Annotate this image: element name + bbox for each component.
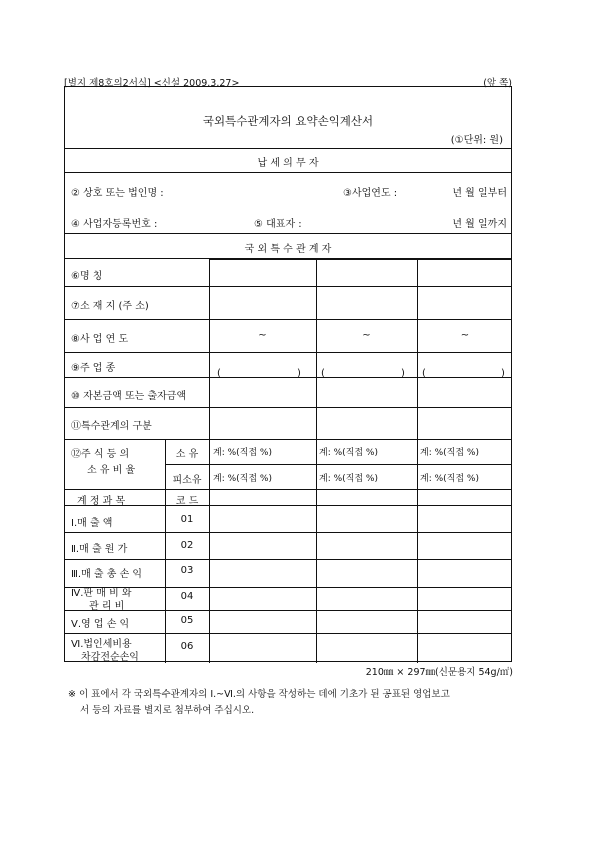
page-side-label: (앞 쪽) xyxy=(483,78,512,89)
paper-size-note: 210㎜ × 297㎜(신문용지 54g/㎡) xyxy=(365,667,513,678)
code-04: 04 xyxy=(180,591,194,602)
fiscal-year-start: 년 월 일부터 xyxy=(452,188,507,199)
industry-paren-open-1: ( xyxy=(217,368,221,379)
code-03: 03 xyxy=(180,565,194,576)
code-02: 02 xyxy=(180,540,194,551)
note-line-2: 서 등의 자료를 별지로 첨부하여 주십시오. xyxy=(80,705,255,716)
share-owned-1 xyxy=(213,471,272,484)
fiscal-year-label: ③사업연도 : xyxy=(343,188,398,199)
taxpayer-heading: 납 세 의 무 자 xyxy=(257,158,319,169)
account-heading: 계 정 과 목 xyxy=(77,496,126,507)
account-sga-line1: Ⅳ.판 매 비 와 xyxy=(71,588,132,599)
share-own-1-suffix: %(직접 %) xyxy=(227,448,272,458)
row-capital-label: ⑩ 자본금액 또는 출자금액 xyxy=(71,391,187,402)
share-own-1 xyxy=(213,445,272,458)
share-owned-1-suffix: %(직접 %) xyxy=(227,474,272,484)
share-own-3 xyxy=(420,445,479,458)
owned-label: 피소유 xyxy=(172,475,202,486)
row-name-label: ⑥명 칭 xyxy=(71,271,103,282)
share-own-2-suffix: %(직접 %) xyxy=(333,448,378,458)
row-industry-label: ⑨주 업 종 xyxy=(71,363,116,374)
note-line-1: ※ 이 표에서 각 국외특수관계자의 Ⅰ.~Ⅵ.의 사항을 작성하는 데에 기초가 된 공표된 영업보고 xyxy=(68,689,450,700)
share-owned-2-suffix: %(직접 %) xyxy=(333,474,378,484)
company-name-label: ② 상호 또는 법인명 : xyxy=(71,188,164,199)
statement-form xyxy=(64,86,512,662)
account-gross-profit: Ⅲ.매 출 총 손 익 xyxy=(71,569,143,580)
share-own-2 xyxy=(319,445,378,458)
account-sales: Ⅰ.매 출 액 xyxy=(71,518,113,529)
industry-paren-close-3: ) xyxy=(501,368,505,379)
share-owned-1-prefix: 계: xyxy=(213,474,225,484)
unit-label: (①단위: 원) xyxy=(450,135,503,146)
share-own-3-prefix: 계: xyxy=(420,448,432,458)
account-cost-of-sales: Ⅱ.매 출 원 가 xyxy=(71,544,128,555)
row-relation-label: ⑪특수관계의 구분 xyxy=(71,421,152,432)
row-share-label-2: 소 유 비 율 xyxy=(87,465,136,476)
share-own-2-prefix: 계: xyxy=(319,448,331,458)
code-05: 05 xyxy=(180,615,194,626)
account-sga-line2: 관 리 비 xyxy=(89,601,125,612)
own-label: 소 유 xyxy=(175,449,199,460)
form-title: 국외특수관계자의 요약손익계산서 xyxy=(202,114,374,128)
business-number-label: ④ 사업자등록번호 : xyxy=(71,219,158,230)
account-operating-income: Ⅴ.영 업 손 익 xyxy=(71,619,130,630)
industry-paren-close-1: ) xyxy=(297,368,301,379)
share-own-1-prefix: 계: xyxy=(213,448,225,458)
share-own-3-suffix: %(직접 %) xyxy=(434,448,479,458)
row-share-label: ⑫주 식 등 의 xyxy=(71,449,130,460)
share-owned-2-prefix: 계: xyxy=(319,474,331,484)
industry-paren-close-2: ) xyxy=(401,368,405,379)
account-pretax-line1: Ⅵ.법인세비용 xyxy=(71,639,132,650)
industry-paren-open-3: ( xyxy=(422,368,426,379)
share-owned-3 xyxy=(420,471,479,484)
fy-range-1: ~ xyxy=(258,330,267,341)
related-party-heading: 국 외 특 수 관 계 자 xyxy=(244,244,332,255)
code-06: 06 xyxy=(180,641,194,652)
share-owned-2 xyxy=(319,471,378,484)
share-owned-3-prefix: 계: xyxy=(420,474,432,484)
fy-range-2: ~ xyxy=(362,330,371,341)
code-01: 01 xyxy=(180,514,194,525)
industry-paren-open-2: ( xyxy=(321,368,325,379)
code-heading: 코 드 xyxy=(175,496,199,507)
representative-label: ⑤ 대표자 : xyxy=(254,219,302,230)
fy-range-3: ~ xyxy=(460,330,470,341)
fiscal-year-end: 년 월 일까지 xyxy=(452,219,507,230)
share-owned-3-suffix: %(직접 %) xyxy=(434,474,479,484)
row-fiscal-year-label: ⑧사 업 연 도 xyxy=(71,334,129,345)
row-address-label: ⑦소 재 지 (주 소) xyxy=(71,301,149,312)
form-number: [별지 제8호의2서식] <신설 2009.3.27> xyxy=(64,78,240,89)
account-pretax-line2: 차감전순손익 xyxy=(81,652,139,663)
